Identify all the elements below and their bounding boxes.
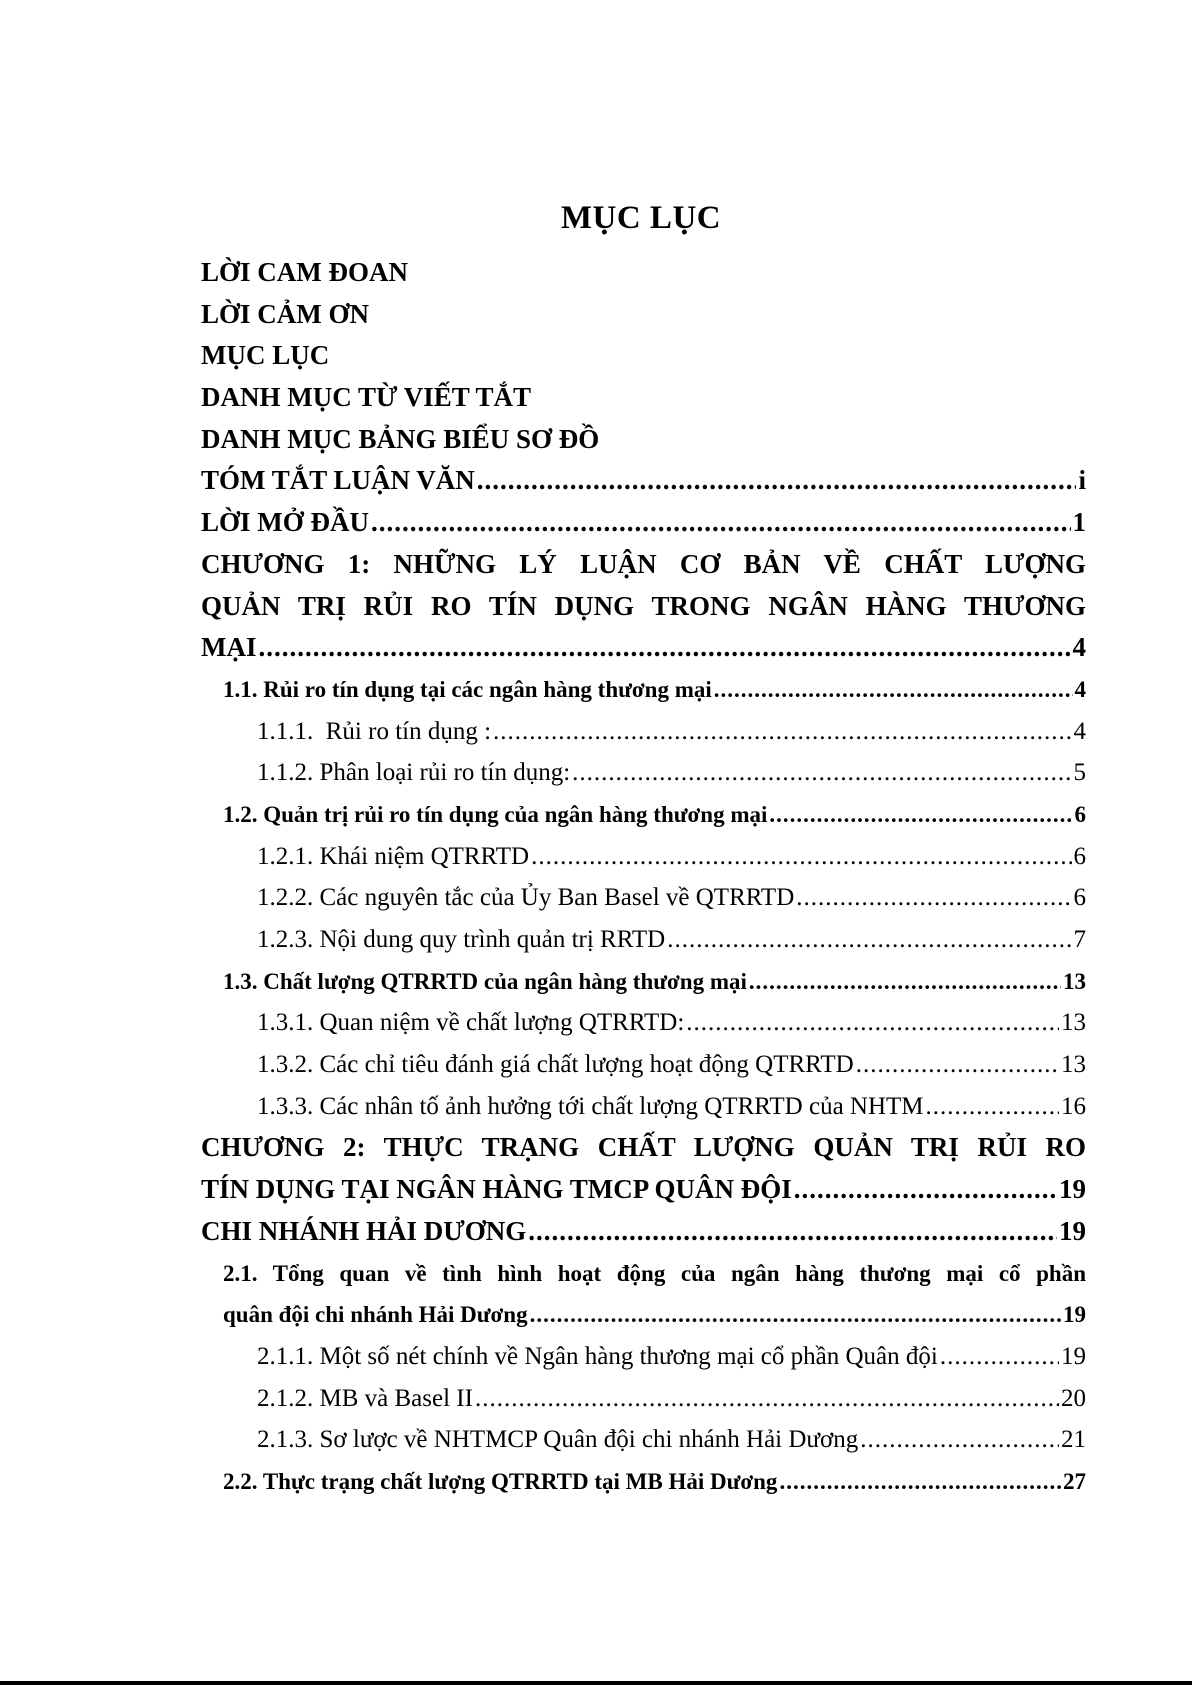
toc-entry-text: DANH MỤC BẢNG BIỂU SƠ ĐỒ — [201, 423, 600, 454]
toc-entry-text: 1.3.3. Các nhân tố ảnh hưởng tới chất lượng QTRRTD của NHTM — [257, 1092, 924, 1120]
dot-leader — [860, 1419, 1059, 1461]
toc-entry-text: 1.3.2. Các chỉ tiêu đánh giá chất lượng hoạt động QTRRTD — [257, 1051, 854, 1079]
toc-entry-text: quân đội chi nhánh Hải Dương — [223, 1302, 528, 1328]
toc-entry-text: MẠI — [201, 632, 257, 663]
dot-leader — [528, 1211, 1057, 1253]
toc-entry-text: 1.1.1. Rủi ro tín dụng : — [257, 717, 492, 745]
toc-entry-text: 1.3.1. Quan niệm về chất lượng QTRRTD: — [257, 1009, 685, 1037]
toc-page-number: 6 — [1074, 801, 1086, 827]
toc-entry-text: TÓM TẮT LUẬN VĂN — [201, 465, 475, 496]
toc-entry-text: DANH MỤC TỪ VIẾT TẮT — [201, 382, 532, 413]
toc-entry-text: TÍN DỤNG TẠI NGÂN HÀNG TMCP QUÂN ĐỘI — [201, 1174, 792, 1205]
toc-entry-chuong-2-line-2[interactable] — [201, 1169, 1086, 1211]
toc-entry-loi-mo-dau[interactable] — [201, 502, 1086, 544]
dot-leader — [769, 794, 1072, 836]
toc-entry-text: 1.1. Rủi ro tín dụng tại các ngân hàng thương mại — [223, 676, 712, 702]
toc-entry-chuong-2-line-3[interactable] — [201, 1211, 1086, 1253]
toc-page-number: 4 — [1072, 632, 1086, 663]
toc-page-number: 19 — [1061, 1342, 1086, 1370]
toc-entry-text: LỜI MỞ ĐẦU — [201, 507, 369, 538]
toc-entry-text: 1.2. Quản trị rủi ro tín dụng của ngân hàng thương mại — [223, 801, 768, 827]
toc-entry-text: 1.2.1. Khái niệm QTRRTD — [257, 842, 530, 870]
toc-page-number: 4 — [1074, 676, 1086, 702]
toc-entry-text: 1.2.3. Nội dung quy trình quản trị RRTD — [257, 926, 666, 953]
toc-entry-2-1-2[interactable] — [201, 1378, 1086, 1420]
toc-entry-muc-luc[interactable] — [201, 335, 1086, 377]
toc-page-number: 13 — [1061, 1009, 1086, 1037]
toc-entry-2-1-1[interactable] — [201, 1336, 1086, 1378]
toc-entry-1-2-2[interactable] — [201, 877, 1086, 919]
dot-leader — [796, 877, 1071, 919]
toc-page-number: 19 — [1063, 1302, 1086, 1328]
toc-entry-text: 2.1. Tổng quan về tình hình hoạt động của ngân hàng thương mại cổ phần — [223, 1260, 1086, 1286]
dot-leader — [794, 1169, 1057, 1211]
toc-page-number: i — [1078, 465, 1086, 496]
toc-entry-chuong-1-line-3[interactable] — [201, 627, 1086, 669]
toc-page-number: 5 — [1073, 759, 1086, 787]
dot-leader — [475, 1378, 1059, 1420]
toc-entry-1-1[interactable] — [201, 669, 1086, 711]
toc-entry-1-3-3[interactable] — [201, 1086, 1086, 1128]
toc-entry-danh-muc-tu-viet-tat[interactable] — [201, 377, 1086, 419]
toc-entry-1-3[interactable] — [201, 961, 1086, 1003]
toc-entry-text: 2.2. Thực trạng chất lượng QTRRTD tại MB Hải Dương — [223, 1468, 778, 1494]
dot-leader — [371, 502, 1071, 544]
dot-leader — [493, 711, 1071, 753]
toc-entry-2-2[interactable] — [201, 1461, 1086, 1503]
toc-entry-loi-cam-doan[interactable] — [201, 252, 1086, 294]
dot-leader — [572, 752, 1071, 794]
toc-entry-1-3-2[interactable] — [201, 1044, 1086, 1086]
toc-page-number: 19 — [1059, 1215, 1086, 1246]
toc-page-number: 20 — [1061, 1384, 1086, 1412]
toc-entry-chuong-2-line-1[interactable] — [201, 1127, 1086, 1169]
toc-entry-text: CHƯƠNG 1: NHỮNG LÝ LUẬN CƠ BẢN VỀ CHẤT LƯỢNG — [201, 548, 1086, 579]
dot-leader — [477, 460, 1077, 502]
toc-page-number: 7 — [1073, 926, 1086, 953]
toc-entry-text: 2.1.2. MB và Basel II — [257, 1384, 473, 1412]
toc-entry-text: LỜI CAM ĐOAN — [201, 257, 408, 287]
toc-entry-text: 1.2.2. Các nguyên tắc của Ủy Ban Basel về QTRRTD — [257, 884, 795, 912]
toc-entry-1-2-1[interactable] — [201, 836, 1086, 878]
toc-page-number: 21 — [1061, 1426, 1086, 1454]
toc-page-number: 16 — [1061, 1092, 1086, 1120]
toc-entry-1-1-2[interactable] — [201, 752, 1086, 794]
toc-entry-text: 1.1.2. Phân loại rủi ro tín dụng: — [257, 759, 571, 787]
toc-entry-2-1-3[interactable] — [201, 1419, 1086, 1461]
toc-entry-1-2-3[interactable] — [201, 919, 1086, 961]
toc-entry-text: CHƯƠNG 2: THỰC TRẠNG CHẤT LƯỢNG QUẢN TRỊ RỦI RO — [201, 1132, 1086, 1163]
page-bottom-border — [0, 1681, 1192, 1685]
dot-leader — [714, 669, 1073, 711]
toc-page-number: 19 — [1059, 1174, 1086, 1205]
toc-entry-text: 2.1.3. Sơ lược về NHTMCP Quân đội chi nhánh Hải Dương — [257, 1426, 859, 1454]
toc-page-number: 6 — [1073, 884, 1086, 912]
toc-entry-text: 2.1.1. Một số nét chính về Ngân hàng thương mại cổ phần Quân đội — [257, 1342, 938, 1370]
page-title: MỤC LỤC — [560, 200, 722, 236]
toc-entry-text: LỜI CẢM ƠN — [201, 298, 369, 329]
toc-page-number: 1 — [1072, 507, 1086, 538]
dot-leader — [926, 1086, 1059, 1128]
table-of-contents — [201, 252, 1086, 1503]
dot-leader — [667, 919, 1071, 961]
toc-entry-loi-cam-on[interactable] — [201, 294, 1086, 336]
toc-page-number: 4 — [1073, 717, 1086, 745]
dot-leader — [940, 1336, 1059, 1378]
toc-entry-1-2[interactable] — [201, 794, 1086, 836]
toc-entry-chuong-1-line-2[interactable] — [201, 586, 1086, 628]
toc-entry-tom-tat[interactable] — [201, 460, 1086, 502]
toc-entry-chuong-1-line-1[interactable] — [201, 544, 1086, 586]
toc-entry-1-3-1[interactable] — [201, 1002, 1086, 1044]
toc-entry-text: CHI NHÁNH HẢI DƯƠNG — [201, 1215, 527, 1246]
toc-entry-danh-muc-bang-bieu[interactable] — [201, 419, 1086, 461]
toc-entry-2-1-line-1[interactable] — [201, 1253, 1086, 1295]
toc-entry-text: 1.3. Chất lượng QTRRTD của ngân hàng thương mại — [223, 968, 747, 994]
dot-leader — [749, 961, 1061, 1003]
toc-entry-text: MỤC LỤC — [201, 340, 330, 371]
toc-entry-text: QUẢN TRỊ RỦI RO TÍN DỤNG TRONG NGÂN HÀNG THƯƠNG — [201, 590, 1086, 621]
dot-leader — [259, 627, 1071, 669]
toc-page-number: 13 — [1061, 1051, 1086, 1079]
toc-page-number: 27 — [1063, 1468, 1086, 1494]
dot-leader — [856, 1044, 1059, 1086]
toc-page-number: 13 — [1063, 968, 1086, 994]
toc-entry-2-1-line-2[interactable] — [201, 1294, 1086, 1336]
dot-leader — [779, 1461, 1061, 1503]
dot-leader — [531, 836, 1071, 878]
dot-leader — [530, 1294, 1061, 1336]
toc-entry-1-1-1[interactable] — [201, 711, 1086, 753]
dot-leader — [686, 1002, 1059, 1044]
toc-page-number: 6 — [1073, 842, 1086, 870]
